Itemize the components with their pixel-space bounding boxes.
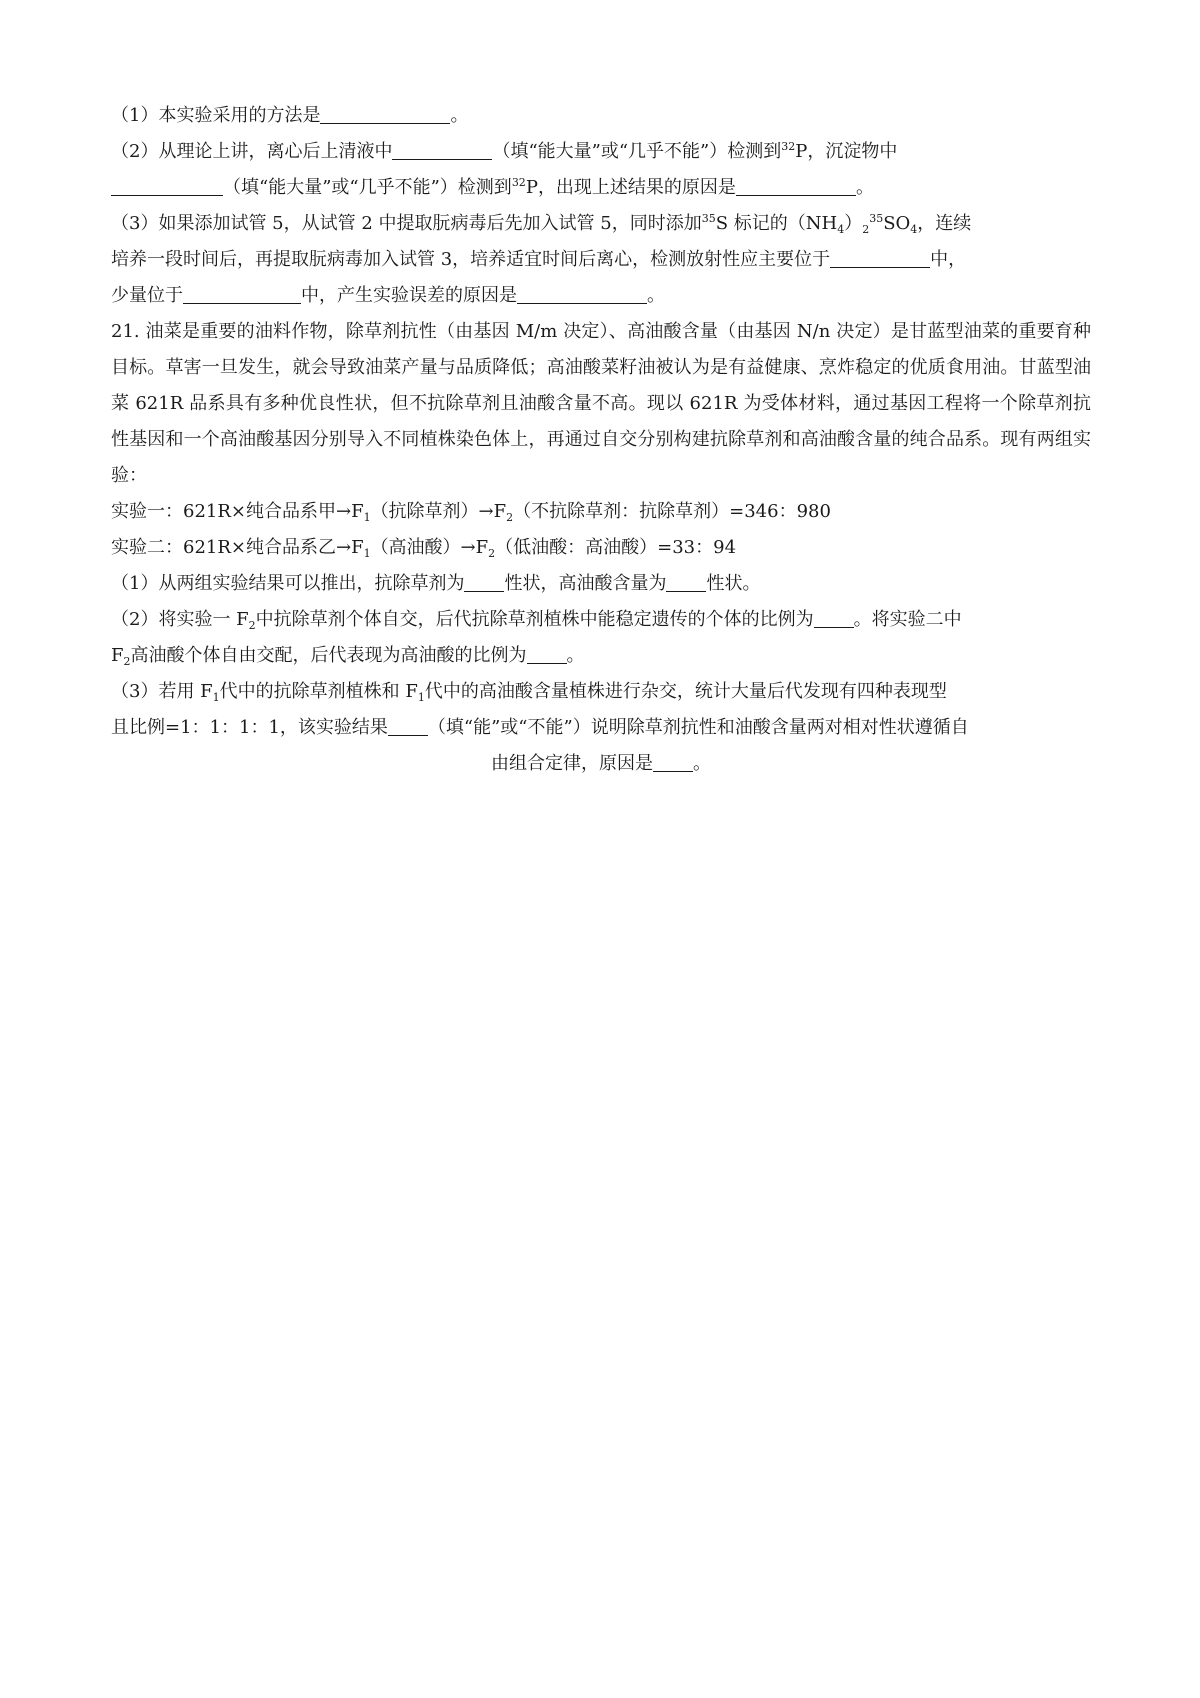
- text: F: [111, 645, 124, 666]
- text: ）: [844, 213, 863, 234]
- answer-blank[interactable]: [183, 281, 301, 304]
- text: （填“能大量”或“几乎不能”）检测到: [223, 177, 512, 198]
- punct: 。: [855, 177, 874, 198]
- text: ，沉淀物中: [807, 141, 898, 162]
- q20-part3-line1: [111, 206, 1091, 242]
- text: 实验二：621R×纯合品系乙→F: [111, 537, 364, 558]
- isotope-superscript: 32: [511, 176, 526, 189]
- question-content: [111, 98, 1091, 782]
- text: 中抗除草剂个体自交，后代抗除草剂植株中能稳定遗传的个体的比例为: [255, 609, 814, 630]
- text: （抗除草剂）→F: [370, 501, 507, 522]
- text: （1）从两组实验结果可以推出，抗除草剂为: [111, 573, 465, 594]
- answer-blank[interactable]: [517, 281, 647, 304]
- text: 。将实验二中: [853, 609, 962, 630]
- answer-blank[interactable]: [666, 569, 706, 592]
- subscript: 4: [910, 223, 918, 236]
- answer-blank[interactable]: [653, 749, 693, 772]
- subscript: 2: [506, 511, 514, 524]
- q21-part2: [111, 602, 1091, 674]
- answer-blank[interactable]: [814, 605, 854, 628]
- text: 且比例=1：1：1：1，该实验结果: [111, 717, 388, 738]
- text: （高油酸）→F: [370, 537, 489, 558]
- q20-part2: [111, 134, 1091, 206]
- subscript: 1: [212, 691, 220, 704]
- q20-part1: [111, 98, 1091, 134]
- text: 性状，高油酸含量为: [504, 573, 667, 594]
- q21-part3-line3: [111, 746, 1091, 782]
- q20-part3-line3: [111, 278, 1091, 314]
- punct: 。: [647, 285, 665, 306]
- punct: 。: [566, 645, 585, 666]
- text: 少量位于: [111, 285, 183, 306]
- text: （3）如果添加试管 5，从试管 2 中提取朊病毒后先加入试管 5，同时添加: [111, 213, 702, 234]
- punct: 。: [450, 105, 469, 126]
- answer-blank[interactable]: [830, 245, 930, 268]
- element-symbol: P: [795, 141, 808, 162]
- q20-part3: [111, 206, 1091, 314]
- isotope-superscript: 32: [781, 140, 796, 153]
- q21-part3-line1: [111, 674, 1091, 710]
- subscript: 2: [488, 547, 496, 560]
- q21-intro: 21. 油菜是重要的油料作物，除草剂抗性（由基因 M/m 决定）、高油酸含量（由基因 N/n 决定）是甘蓝型油菜的重要育种目标。草害一旦发生，就会导致油菜产量与品质降低；高油酸菜籽油被认为是有益健康、烹炸稳定的优质食用油。甘蓝型油菜 621R 品系具有多种优良性状，但不抗除草剂且油酸含量不高。现以 621R 为受体材料，通过基因工程将一个除草剂抗性基因和一个高油酸基因分别导入不同植株染色体上，再通过自交分别构建抗除草剂和高油酸含量的纯合品系。现有两组实验：: [111, 321, 1091, 486]
- q20-part2-line1: [111, 134, 1091, 170]
- subscript: 1: [363, 511, 371, 524]
- text: （填“能大量”或“几乎不能”）检测到: [492, 141, 782, 162]
- subscript: 2: [248, 619, 256, 632]
- text: 代中的高油酸含量植株进行杂交，统计大量后代发现有四种表现型: [424, 681, 947, 702]
- q21-part1: [111, 566, 1091, 602]
- text: 培养一段时间后，再提取朊病毒加入试管 3，培养适宜时间后离心，检测放射性应主要位于: [111, 249, 831, 270]
- text: SO: [883, 213, 911, 234]
- answer-blank[interactable]: [392, 137, 492, 160]
- text: 代中的抗除草剂植株和 F: [219, 681, 418, 702]
- q21-part3-line2: [111, 710, 1091, 746]
- text: （2）从理论上讲，离心后上清液中: [111, 141, 393, 162]
- q21-part2-line2: [111, 638, 1091, 674]
- text: （填“能”或“不能”）说明除草剂抗性和油酸含量两对相对性状遵循自: [427, 717, 969, 738]
- subscript: 2: [862, 223, 870, 236]
- text: 中，产生实验误差的原因是: [301, 285, 517, 306]
- q20-part1-text: （1）本实验采用的方法是: [111, 105, 321, 126]
- text: （3）若用 F: [111, 681, 213, 702]
- text: 高油酸个体自由交配，后代表现为高油酸的比例为: [130, 645, 527, 666]
- isotope-superscript: 35: [701, 212, 716, 225]
- answer-blank[interactable]: [111, 173, 223, 196]
- subscript: 2: [123, 655, 131, 668]
- experiment-1: [111, 494, 1091, 530]
- text: 由组合定律，原因是: [491, 753, 653, 774]
- answer-blank[interactable]: [388, 713, 428, 736]
- text: （2）将实验一 F: [111, 609, 249, 630]
- q20-part2-line2: [111, 170, 1091, 206]
- subscript: 1: [417, 691, 425, 704]
- answer-blank[interactable]: [464, 569, 504, 592]
- answer-blank[interactable]: [527, 641, 567, 664]
- q20-part3-line2: [111, 242, 1091, 278]
- punct: 。: [693, 753, 711, 774]
- text: ，出现上述结果的原因是: [537, 177, 736, 198]
- answer-blank[interactable]: [320, 101, 450, 124]
- subscript: 4: [837, 223, 845, 236]
- element-symbol: P: [525, 177, 538, 198]
- experiment-2: [111, 530, 1091, 566]
- text: （低油酸：高油酸）=33：94: [495, 537, 737, 558]
- text: ，连续: [917, 213, 972, 234]
- text: 实验一：621R×纯合品系甲→F: [111, 501, 364, 522]
- q21-part3: [111, 674, 1091, 782]
- text: 中，: [930, 249, 967, 270]
- subscript: 1: [363, 547, 371, 560]
- text: （不抗除草剂：抗除草剂）=346：980: [513, 501, 831, 522]
- text: S 标记的（NH: [715, 213, 838, 234]
- answer-blank[interactable]: [736, 173, 856, 196]
- text: 性状。: [706, 573, 761, 594]
- q21-part2-line1: [111, 602, 1091, 638]
- isotope-superscript: 35: [869, 212, 884, 225]
